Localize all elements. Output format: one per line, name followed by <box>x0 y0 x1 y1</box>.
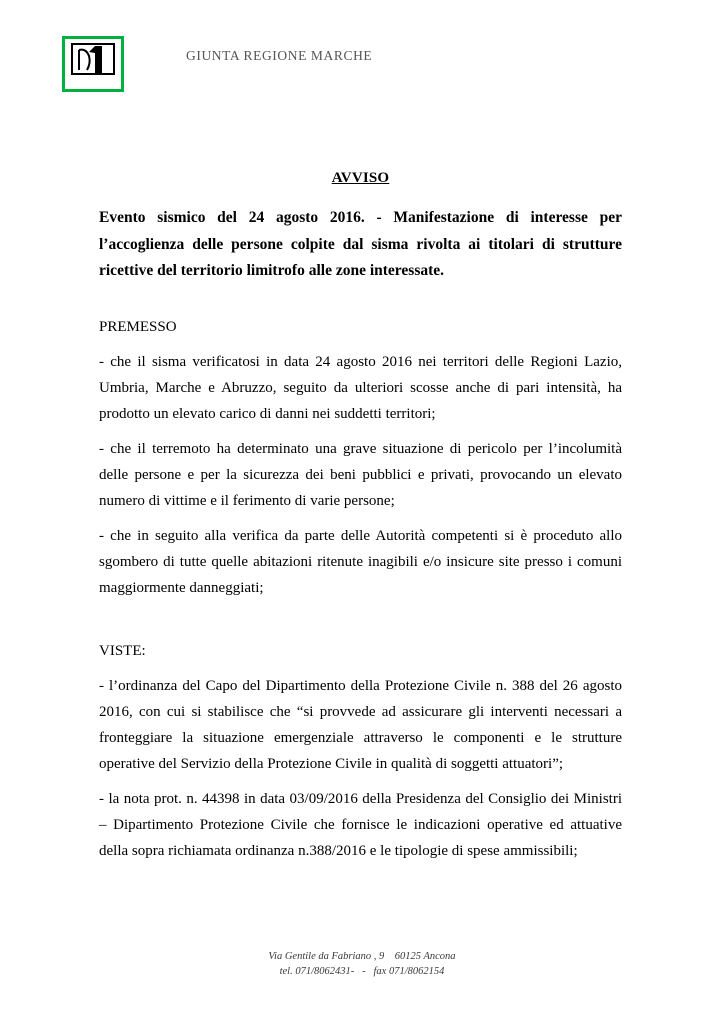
document-subject: Evento sismico del 24 agosto 2016. - Manifestazione di interesse per l’accoglienza delle persone colpite dal sisma rivolta ai titolari di strutture ricettive del territorio limitrofo alle zone interessate. <box>99 209 622 280</box>
document-footer <box>0 949 724 981</box>
paragraph: - che il sisma verificatosi in data 24 agosto 2016 nei territori delle Regioni Lazio, Umbria, Marche e Abruzzo, seguito da ulteriori scosse anche di pari intensità, ha prodotto un elevato carico di danni nei suddetti territori; <box>99 354 622 423</box>
paragraph: - l’ordinanza del Capo del Dipartimento della Protezione Civile n. 388 del 26 agosto 2016, con cui si stabilisce che “si provvede ad assicurare gli interventi necessari a fronteggiare la situazione emergenziale attraverso le componenti e le strutture operative del Servizio della Protezione Civile in qualità di soggetti attuatori”; <box>99 678 622 773</box>
footer-contacts: tel. 071/8062431- - fax 071/8062154 <box>279 966 445 978</box>
document-header <box>0 36 724 96</box>
paragraph: - la nota prot. n. 44398 in data 03/09/2016 della Presidenza del Consiglio dei Ministri – Dipartimento Protezione Civile che fornisce le indicazioni operative ed attuative della sopra richiamata ordinanza n.388/2016 e le tipologie di spese ammissibili; <box>99 791 622 860</box>
paragraph: - che il terremoto ha determinato una grave situazione di pericolo per l’incolumità delle persone e per la sicurezza dei beni pubblici e privati, provocando un elevato numero di vittime e il ferimento di varie persone; <box>99 441 622 510</box>
footer-address: Via Gentile da Fabriano , 9 60125 Ancona <box>268 950 456 962</box>
document-body <box>99 170 622 874</box>
section-label-viste: VISTE: <box>99 642 146 659</box>
section-spacer <box>99 611 622 639</box>
organization-name: GIUNTA REGIONE MARCHE <box>186 48 373 63</box>
section-label-premesso: PREMESSO <box>99 318 177 335</box>
regione-marche-logo-icon <box>62 36 124 92</box>
page-title: AVVISO <box>331 170 390 186</box>
paragraph: - che in seguito alla verifica da parte delle Autorità competenti si è proceduto allo sgombero di tutte quelle abitazioni ritenute inagibili e/o insicure site presso i comuni maggiormente danneggiati; <box>99 528 622 596</box>
